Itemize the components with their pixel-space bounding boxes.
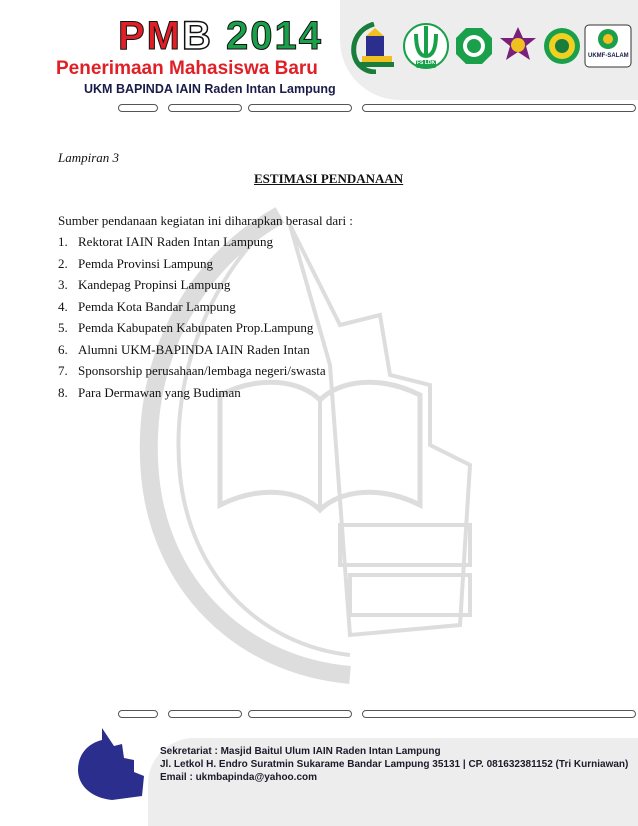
list-item-number: 7.	[58, 363, 68, 378]
list-item-text: Sponsorship perusahaan/lembaga negeri/swasta	[78, 363, 326, 378]
list-item-text: Pemda Provinsi Lampung	[78, 255, 214, 271]
round-emblem-logo-icon	[542, 26, 582, 66]
list-item-number: 1.	[58, 234, 68, 249]
pmb-title-year: 2014	[226, 14, 323, 58]
list-item	[58, 363, 326, 385]
ukmf-salam-label: UKMF-SALAM	[588, 53, 629, 59]
fs-ldk-emblem-icon	[402, 20, 450, 76]
purple-star-logo-icon	[498, 26, 538, 66]
list-item-text: Rektorat IAIN Raden Intan Lampung	[78, 234, 273, 249]
decorative-pill	[248, 104, 352, 112]
partner-logos	[350, 20, 632, 78]
decorative-pill	[118, 104, 158, 112]
pmb-title-b: B	[182, 14, 213, 58]
ukmf-salam-logo	[584, 24, 632, 68]
header-decorative-pills	[118, 104, 638, 114]
fs-ldk-label: FS LDK	[417, 60, 436, 66]
list-item-number: 3.	[58, 277, 68, 292]
list-item-text: Pemda Kota Bandar Lampung	[78, 298, 236, 314]
list-item-text: Alumni UKM-BAPINDA IAIN Raden Intan	[78, 341, 310, 357]
decorative-pill	[168, 104, 242, 112]
header-organization: UKM BAPINDA IAIN Raden Intan Lampung	[84, 82, 336, 96]
list-item-number: 4.	[58, 298, 68, 314]
list-item	[58, 320, 326, 342]
decorative-pill	[248, 710, 352, 718]
footer-contact	[160, 745, 628, 784]
green-star-logo-icon	[454, 26, 494, 66]
list-item	[58, 342, 326, 364]
list-item-number: 2.	[58, 255, 68, 271]
decorative-pill	[168, 710, 242, 718]
list-item-number: 5.	[58, 320, 68, 335]
list-item	[58, 256, 326, 278]
footer-decorative-pills	[118, 710, 638, 720]
pmb-title-pm: PM	[118, 14, 182, 58]
list-item	[58, 234, 326, 256]
intro-paragraph: Sumber pendanaan kegiatan ini diharapkan berasal dari :	[58, 213, 353, 228]
decorative-pill	[362, 104, 636, 112]
footer-secretariat: Sekretariat : Masjid Baitul Ulum IAIN Raden Intan Lampung	[160, 746, 441, 757]
iain-logo-icon	[350, 22, 398, 74]
list-item-number: 6.	[58, 341, 68, 357]
fs-ldk-logo	[402, 20, 450, 76]
funding-source-list	[58, 234, 326, 406]
document-title: ESTIMASI PENDANAAN	[254, 171, 404, 186]
list-item	[58, 385, 326, 407]
ukmf-salam-emblem-icon	[584, 24, 632, 68]
list-item-text: Kandepag Propinsi Lampung	[78, 277, 231, 292]
header-subtitle: Penerimaan Mahasiswa Baru	[56, 58, 318, 79]
footer-emblem-icon	[72, 726, 160, 804]
list-item	[58, 277, 326, 299]
footer-address: Jl. Letkol H. Endro Suratmin Sukarame Bandar Lampung 35131 | CP. 081632381152 (Tri Kurniawan)	[160, 759, 629, 770]
list-item-text: Pemda Kabupaten Kabupaten Prop.Lampung	[78, 320, 314, 335]
footer-email: Email : ukmbapinda@yahoo.com	[160, 772, 318, 783]
attachment-label: Lampiran 3	[58, 150, 120, 165]
decorative-pill	[362, 710, 636, 718]
decorative-pill	[118, 710, 158, 718]
list-item-text: Para Dermawan yang Budiman	[78, 384, 241, 400]
pmb-title	[118, 14, 323, 59]
list-item-number: 8.	[58, 384, 68, 400]
list-item	[58, 299, 326, 321]
